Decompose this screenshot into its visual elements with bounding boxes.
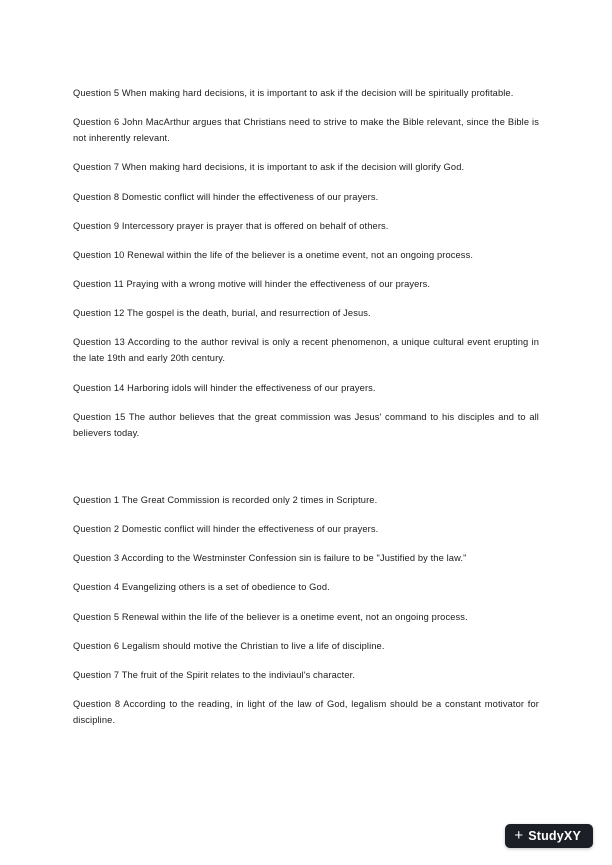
question-item: Question 1 The Great Commission is recorded only 2 times in Scripture.: [73, 494, 378, 505]
plus-icon: +: [514, 827, 524, 844]
question-item: Question 6 John MacArthur argues that Christians need to strive to make the Bible relevant, since the Bible is not inherently relevant.: [73, 117, 539, 144]
document-body: [73, 86, 539, 729]
question-item: Question 3 According to the Westminster Confession sin is failure to be "Justified by the law.": [73, 553, 467, 564]
question-item: Question 11 Praying with a wrong motive will hinder the effectiveness of our prayers.: [73, 279, 431, 290]
question-item: Question 6 Legalism should motive the Christian to live a life of discipline.: [73, 640, 385, 651]
question-item: Question 5 When making hard decisions, it is important to ask if the decision will be spiritually profitable.: [73, 88, 514, 98]
question-item: Question 7 The fruit of the Spirit relates to the indiviaul's character.: [73, 669, 356, 680]
brand-label: [528, 829, 581, 843]
question-item: Question 12 The gospel is the death, burial, and resurrection of Jesus.: [73, 308, 371, 319]
question-item: Question 5 Renewal within the life of the believer is a onetime event, not an ongoing process.: [73, 611, 468, 622]
question-item: Question 7 When making hard decisions, it is important to ask if the decision will glorify God.: [73, 162, 465, 173]
brand-label-xy: XY: [563, 829, 581, 843]
section-divider: [73, 455, 539, 493]
studyxy-watermark[interactable]: [505, 824, 593, 848]
question-item: Question 8 According to the reading, in light of the law of God, legalism should be a constant motivator for discipline.: [73, 699, 539, 726]
brand-label-study: Study: [528, 829, 564, 843]
question-item: Question 4 Evangelizing others is a set of obedience to God.: [73, 582, 330, 593]
question-item: Question 14 Harboring idols will hinder the effectiveness of our prayers.: [73, 382, 376, 393]
question-item: Question 8 Domestic conflict will hinder the effectiveness of our prayers.: [73, 191, 379, 202]
question-item: Question 10 Renewal within the life of the believer is a onetime event, not an ongoing process.: [73, 249, 474, 260]
question-item: Question 9 Intercessory prayer is prayer that is offered on behalf of others.: [73, 220, 389, 231]
question-item: Question 15 The author believes that the great commission was Jesus' command to his disciples and to all believers today.: [73, 411, 539, 438]
question-item: Question 13 According to the author revival is only a recent phenomenon, a unique cultural event erupting in the late 19th and early 20th century.: [73, 337, 539, 364]
question-item: Question 2 Domestic conflict will hinder the effectiveness of our prayers.: [73, 524, 379, 535]
